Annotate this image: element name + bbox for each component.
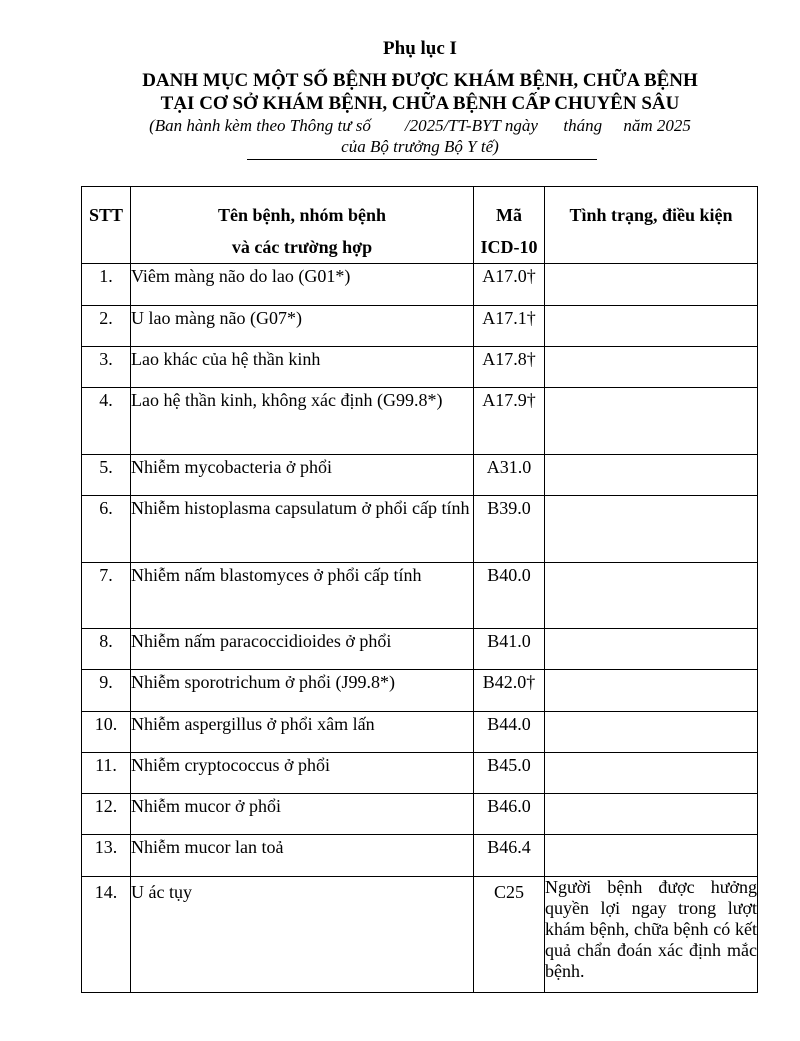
- row-stt: 10.: [82, 712, 131, 753]
- row-code: B41.0: [474, 629, 545, 670]
- row-name: Nhiễm sporotrichum ở phổi (J99.8*): [131, 670, 474, 712]
- subtitle-line-2: của Bộ trưởng Bộ Y tế): [341, 137, 499, 156]
- header-name: Tên bệnh, nhóm bệnh và các trường hợp: [131, 187, 474, 264]
- row-code: A31.0: [474, 455, 545, 496]
- row-condition: [545, 306, 758, 347]
- table-row: [82, 877, 758, 993]
- table-row: [82, 563, 758, 629]
- row-code: C25: [474, 877, 545, 993]
- row-name: Nhiễm aspergillus ở phổi xâm lấn: [131, 712, 474, 753]
- disease-table: [81, 186, 758, 993]
- row-code: A17.1†: [474, 306, 545, 347]
- row-condition: [545, 753, 758, 794]
- table-row: [82, 347, 758, 388]
- row-stt: 8.: [82, 629, 131, 670]
- table-row: [82, 388, 758, 455]
- row-stt: 4.: [82, 388, 131, 455]
- title-line-1: DANH MỤC MỘT SỐ BỆNH ĐƯỢC KHÁM BỆNH, CHỮA BỆNH: [142, 70, 698, 91]
- table-row: [82, 670, 758, 712]
- row-stt: 1.: [82, 264, 131, 306]
- row-stt: 6.: [82, 496, 131, 563]
- row-stt: 14.: [82, 877, 131, 993]
- row-name: U ác tụy: [131, 877, 474, 993]
- row-stt: 5.: [82, 455, 131, 496]
- row-name: Nhiễm nấm blastomyces ở phổi cấp tính: [131, 563, 474, 629]
- row-condition: [545, 670, 758, 712]
- header-code: Mã ICD-10: [474, 187, 545, 264]
- row-name: Viêm màng não do lao (G01*): [131, 264, 474, 306]
- row-name: U lao màng não (G07*): [131, 306, 474, 347]
- table-row: [82, 835, 758, 877]
- table-row: [82, 712, 758, 753]
- subtitle-line-1: (Ban hành kèm theo Thông tư số /2025/TT-BYT ngày tháng năm 2025: [149, 116, 691, 135]
- row-name: Nhiễm cryptococcus ở phổi: [131, 753, 474, 794]
- header-underline: [247, 159, 597, 160]
- table-header-row: [82, 187, 758, 264]
- row-stt: 7.: [82, 563, 131, 629]
- row-stt: 3.: [82, 347, 131, 388]
- row-name: Nhiễm nấm paracoccidioides ở phổi: [131, 629, 474, 670]
- row-code: A17.0†: [474, 264, 545, 306]
- row-name: Nhiễm mucor lan toả: [131, 835, 474, 877]
- row-code: B39.0: [474, 496, 545, 563]
- title-line-2: TẠI CƠ SỞ KHÁM BỆNH, CHỮA BỆNH CẤP CHUYÊN SÂU: [160, 93, 680, 114]
- row-condition: Người bệnh được hưởng quyền lợi ngay trong lượt khám bệnh, chữa bệnh có kết quả chẩn đoán xác định mắc bệnh.: [545, 877, 758, 993]
- row-stt: 12.: [82, 794, 131, 835]
- row-condition: [545, 835, 758, 877]
- table-row: [82, 753, 758, 794]
- row-name: Nhiễm histoplasma capsulatum ở phổi cấp tính: [131, 496, 474, 563]
- row-condition: [545, 794, 758, 835]
- row-condition: [545, 264, 758, 306]
- row-condition: [545, 563, 758, 629]
- row-condition: [545, 712, 758, 753]
- row-stt: 9.: [82, 670, 131, 712]
- row-name: Lao khác của hệ thần kinh: [131, 347, 474, 388]
- row-code: B45.0: [474, 753, 545, 794]
- row-name: Nhiễm mucor ở phổi: [131, 794, 474, 835]
- row-condition: [545, 629, 758, 670]
- row-name: Lao hệ thần kinh, không xác định (G99.8*): [131, 388, 474, 455]
- row-code: B40.0: [474, 563, 545, 629]
- row-code: A17.8†: [474, 347, 545, 388]
- table-row: [82, 306, 758, 347]
- header-stt: STT: [82, 187, 131, 264]
- row-stt: 2.: [82, 306, 131, 347]
- row-code: B46.0: [474, 794, 545, 835]
- table-row: [82, 455, 758, 496]
- row-code: B46.4: [474, 835, 545, 877]
- row-condition: [545, 496, 758, 563]
- row-code: B42.0†: [474, 670, 545, 712]
- row-condition: [545, 388, 758, 455]
- row-name: Nhiễm mycobacteria ở phổi: [131, 455, 474, 496]
- row-stt: 11.: [82, 753, 131, 794]
- row-stt: 13.: [82, 835, 131, 877]
- row-code: A17.9†: [474, 388, 545, 455]
- table-row: [82, 264, 758, 306]
- header-condition: Tình trạng, điều kiện: [545, 187, 758, 264]
- table-row: [82, 794, 758, 835]
- table-row: [82, 629, 758, 670]
- row-condition: [545, 455, 758, 496]
- annex-label: Phụ lục I: [383, 38, 457, 59]
- row-condition: [545, 347, 758, 388]
- table-row: [82, 496, 758, 563]
- row-code: B44.0: [474, 712, 545, 753]
